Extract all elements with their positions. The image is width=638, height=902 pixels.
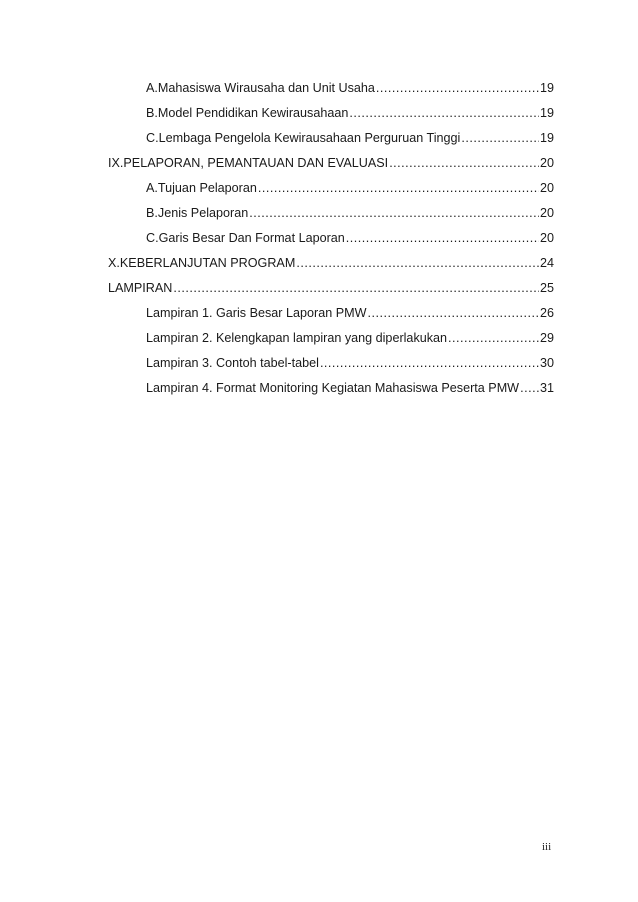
toc-entry-title: Model Pendidikan Kewirausahaan [157,106,349,120]
toc-leader-dots [346,229,539,247]
toc-entry [146,329,554,347]
toc-entry [108,254,554,272]
toc-entry-page: 20 [539,231,554,245]
toc-entry-label: C. [146,231,159,245]
toc-leader-dots [249,204,539,222]
toc-leader-dots [376,79,539,97]
toc-leader-dots [461,129,539,147]
toc-entry-label: IX. [108,156,124,170]
toc-entry-title: Lampiran 1. Garis Besar Laporan PMW [146,306,367,320]
toc-entry [146,179,554,197]
toc-entry-title: Lembaga Pengelola Kewirausahaan Perguruan Tinggi [158,131,461,145]
toc-entry-title: Mahasiswa Wirausaha dan Unit Usaha [157,81,375,95]
toc-entry-page: 19 [539,106,554,120]
page-number: iii [542,841,552,853]
toc-entry [146,229,554,247]
toc-entry-title: Lampiran 4. Format Monitoring Kegiatan Mahasiswa Peserta PMW [146,381,520,395]
toc-entry-title: PELAPORAN, PEMANTAUAN DAN EVALUASI [123,156,389,170]
toc-leader-dots [367,304,539,322]
toc-entry-title: Jenis Pelaporan [157,206,249,220]
toc-entry-page: 26 [539,306,554,320]
toc-entry [108,154,554,172]
toc-leader-dots [448,329,539,347]
toc-entry-page: 19 [539,81,554,95]
toc-leader-dots [389,154,539,172]
toc-entry-label: A. [146,181,158,195]
toc-leader-dots [258,179,539,197]
toc-leader-dots [320,354,539,372]
toc-entry-label: C. [146,131,159,145]
toc-leader-dots [173,279,539,297]
toc-entry [146,204,554,222]
toc-entry-title: Lampiran 3. Contoh tabel-tabel [146,356,319,370]
toc-leader-dots [349,104,539,122]
toc-entry-page: 31 [539,381,554,395]
toc-entry [146,354,554,372]
toc-leader-dots [520,379,539,397]
toc-entry-title: KEBERLANJUTAN PROGRAM [119,256,296,270]
toc-entry [108,279,554,297]
toc-entry-page: 24 [539,256,554,270]
toc-entry-page: 20 [539,181,554,195]
toc-entry-label: X. [108,256,120,270]
toc-entry-label: B. [146,106,158,120]
toc-entry-title: Lampiran 2. Kelengkapan lampiran yang diperlakukan [146,331,448,345]
toc-entry-title: Tujuan Pelaporan [157,181,257,195]
toc-entry-title: Garis Besar Dan Format Laporan [158,231,345,245]
toc-leader-dots [296,254,539,272]
toc-entry-label: A. [146,81,158,95]
toc-entry-label: B. [146,206,158,220]
toc-entry-page: 25 [539,281,554,295]
toc-entry-page: 30 [539,356,554,370]
toc-entry [146,79,554,97]
toc-entry [146,304,554,322]
toc-entry-page: 29 [539,331,554,345]
toc-entry [146,104,554,122]
toc-entry-page: 20 [539,206,554,220]
toc-entry [146,379,554,397]
toc-entry-page: 19 [539,131,554,145]
toc-entry-page: 20 [539,156,554,170]
toc-entry [146,129,554,147]
toc-entry-title: LAMPIRAN [108,281,173,295]
